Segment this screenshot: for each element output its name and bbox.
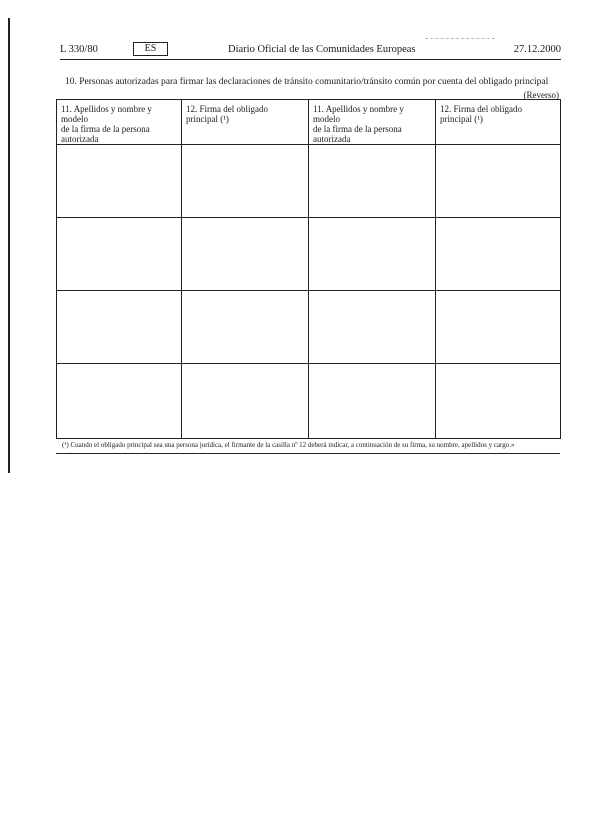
reverse-label: (Reverso) xyxy=(523,90,559,100)
signature-cell[interactable] xyxy=(182,291,309,364)
language-box: ES xyxy=(133,42,168,56)
name-cell[interactable] xyxy=(309,218,436,291)
column-label: Firma del obligado principal (¹) xyxy=(186,104,268,124)
table-row xyxy=(57,218,561,291)
name-cell[interactable] xyxy=(309,291,436,364)
table-header-row xyxy=(57,100,561,145)
column-number: 12. xyxy=(440,104,452,114)
publication-date: 27.12.2000 xyxy=(513,44,561,55)
signature-cell[interactable] xyxy=(436,291,561,364)
column-label: Apellidos y nombre y modelo de la firma de la persona autorizada xyxy=(313,104,404,144)
column-header-signature xyxy=(182,100,309,145)
authorized-persons-table xyxy=(56,99,561,439)
signature-cell[interactable] xyxy=(436,145,561,218)
column-number: 11. xyxy=(313,104,324,114)
column-header-name xyxy=(309,100,436,145)
column-label: Firma del obligado principal (¹) xyxy=(440,104,522,124)
name-cell[interactable] xyxy=(57,145,182,218)
name-cell[interactable] xyxy=(57,218,182,291)
table-row xyxy=(57,145,561,218)
header-rule xyxy=(60,59,561,60)
table-row xyxy=(57,364,561,439)
signature-cell[interactable] xyxy=(436,218,561,291)
footnote: (¹) Cuando el obligado principal sea una persona jurídica, el firmante de la casilla nº 12 deberá indicar, a continuación de su firma, su nombre, apellidos y cargo.» xyxy=(62,441,515,449)
footnote-rule xyxy=(56,453,560,454)
column-header-signature xyxy=(436,100,561,145)
signature-cell[interactable] xyxy=(436,364,561,439)
name-cell[interactable] xyxy=(57,364,182,439)
name-cell[interactable] xyxy=(309,364,436,439)
name-cell[interactable] xyxy=(57,291,182,364)
section-title: 10. Personas autorizadas para firmar las declaraciones de tránsito comunitario/tránsito común por cuenta del obligado principal xyxy=(65,77,549,87)
name-cell[interactable] xyxy=(309,145,436,218)
signature-cell[interactable] xyxy=(182,218,309,291)
page-reference: L 330/80 xyxy=(60,44,98,55)
column-number: 12. xyxy=(186,104,198,114)
signature-cell[interactable] xyxy=(182,364,309,439)
column-number: 11. xyxy=(61,104,72,114)
column-header-name xyxy=(57,100,182,145)
column-label: Apellidos y nombre y modelo de la firma de la persona autorizada xyxy=(61,104,152,144)
signature-cell[interactable] xyxy=(182,145,309,218)
scan-mark xyxy=(425,38,495,39)
table-row xyxy=(57,291,561,364)
journal-title: Diario Oficial de las Comunidades Europeas xyxy=(228,44,416,55)
page-header xyxy=(60,42,561,60)
binding-margin-line xyxy=(8,18,10,473)
